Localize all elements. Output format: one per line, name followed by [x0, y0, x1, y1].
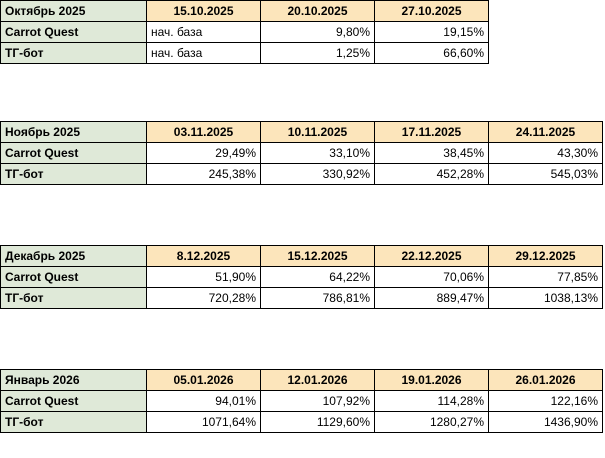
block-title: Январь 2026: [1, 370, 147, 391]
block-title: Октябрь 2025: [1, 1, 147, 22]
table-header-row: [1, 370, 603, 391]
column-header-date: 03.11.2025: [147, 122, 261, 143]
table-header-row: [1, 1, 489, 22]
cell-value: 94,01%: [147, 391, 261, 412]
cell-value: 122,16%: [489, 391, 603, 412]
table-row: [1, 43, 489, 64]
table-october-2025: [0, 0, 489, 64]
cell-value: 66,60%: [375, 43, 489, 64]
table-row: [1, 391, 603, 412]
column-header-date: 12.01.2026: [261, 370, 375, 391]
column-header-date: 27.10.2025: [375, 1, 489, 22]
cell-value: 1071,64%: [147, 412, 261, 433]
cell-value: 64,22%: [261, 267, 375, 288]
row-label: ТГ-бот: [1, 43, 147, 64]
column-header-date: 19.01.2026: [375, 370, 489, 391]
cell-value: 1129,60%: [261, 412, 375, 433]
row-label: Carrot Quest: [1, 391, 147, 412]
cell-value: 545,03%: [489, 164, 603, 185]
cell-value: нач. база: [147, 22, 261, 43]
block-title: Декабрь 2025: [1, 246, 147, 267]
column-header-date: 24.11.2025: [489, 122, 603, 143]
table-november-2025: [0, 121, 603, 185]
cell-value: 33,10%: [261, 143, 375, 164]
cell-value: 720,28%: [147, 288, 261, 309]
column-header-date: 15.10.2025: [147, 1, 261, 22]
table-row: [1, 143, 603, 164]
column-header-date: 22.12.2025: [375, 246, 489, 267]
row-label: Carrot Quest: [1, 267, 147, 288]
cell-value: 330,92%: [261, 164, 375, 185]
cell-value: 107,92%: [261, 391, 375, 412]
cell-value: 452,28%: [375, 164, 489, 185]
cell-value: 9,80%: [261, 22, 375, 43]
cell-value: 786,81%: [261, 288, 375, 309]
table-row: [1, 288, 603, 309]
row-label: Carrot Quest: [1, 22, 147, 43]
table-row: [1, 412, 603, 433]
cell-value: 1436,90%: [489, 412, 603, 433]
column-header-date: 26.01.2026: [489, 370, 603, 391]
cell-value: 51,90%: [147, 267, 261, 288]
cell-value: 1038,13%: [489, 288, 603, 309]
cell-value: 70,06%: [375, 267, 489, 288]
column-header-date: 15.12.2025: [261, 246, 375, 267]
row-label: ТГ-бот: [1, 164, 147, 185]
cell-value: 114,28%: [375, 391, 489, 412]
column-header-date: 10.11.2025: [261, 122, 375, 143]
cell-value: 19,15%: [375, 22, 489, 43]
row-label: Carrot Quest: [1, 143, 147, 164]
cell-value: 77,85%: [489, 267, 603, 288]
table-row: [1, 267, 603, 288]
cell-value: 1280,27%: [375, 412, 489, 433]
cell-value: 38,45%: [375, 143, 489, 164]
table-december-2025: [0, 245, 603, 309]
cell-value: 43,30%: [489, 143, 603, 164]
cell-value: нач. база: [147, 43, 261, 64]
column-header-date: 17.11.2025: [375, 122, 489, 143]
column-header-date: 8.12.2025: [147, 246, 261, 267]
table-row: [1, 22, 489, 43]
cell-value: 1,25%: [261, 43, 375, 64]
table-row: [1, 164, 603, 185]
table-header-row: [1, 122, 603, 143]
cell-value: 245,38%: [147, 164, 261, 185]
table-header-row: [1, 246, 603, 267]
table-january-2026: [0, 369, 603, 433]
row-label: ТГ-бот: [1, 288, 147, 309]
block-title: Ноябрь 2025: [1, 122, 147, 143]
column-header-date: 20.10.2025: [261, 1, 375, 22]
cell-value: 29,49%: [147, 143, 261, 164]
column-header-date: 05.01.2026: [147, 370, 261, 391]
row-label: ТГ-бот: [1, 412, 147, 433]
cell-value: 889,47%: [375, 288, 489, 309]
column-header-date: 29.12.2025: [489, 246, 603, 267]
